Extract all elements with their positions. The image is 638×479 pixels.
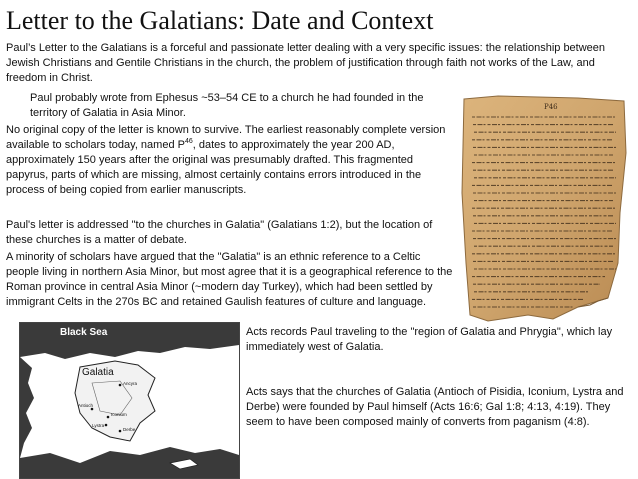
intro-paragraph: Paul’s Letter to the Galatians is a forceful and passionate letter dealing with a very specific issues: the relationship between Jewish Christians and Gentile Christians in the church, the problem of justification through faith not works of the Law, and freedom in Christ. — [6, 42, 606, 84]
page-title: Letter to the Galatians: Date and Context — [6, 6, 434, 35]
town-label-derbe: Derbe — [123, 427, 136, 432]
manuscript-text-after: , dates to approximately the year 200 AD, approximately 150 years after the original was presumably drafted. This fragmented papyrus, parts of which are missing, almost certainly contains errors introduced in the process of being copied from earlier manuscripts. — [6, 139, 422, 196]
galatia-map — [19, 322, 240, 479]
papyrus-heading: P46 — [544, 103, 558, 111]
manuscript-text-before: No original copy of the letter is known to survive. The earliest reasonably complete version available to scholars today, named P — [6, 124, 446, 151]
ephesus-paragraph: Paul probably wrote from Ephesus ~53–54 CE to a church he had founded in the territory of Galatia in Asia Minor. — [30, 92, 424, 119]
manuscript-superscript: 46 — [184, 138, 193, 145]
town-label-ancyra: Ancyra — [123, 381, 138, 386]
minority-paragraph: A minority of scholars have argued that the "Galatia" is an ethnic reference to a Celtic people living in northern Asia Minor, but most agree that it is a geographical reference to the Roman province in central Asia Minor (~modern day Turkey), which had been settled by immigrant Celts in the 270s BC and retained Gaulish features of culture and language. — [6, 251, 453, 308]
town-label-iconium: Iconium — [111, 412, 127, 417]
black-sea-label: Black Sea — [60, 327, 108, 338]
papyrus-image — [458, 93, 631, 324]
acts-region-paragraph: Acts records Paul traveling to the "region of Galatia and Phrygia", which lay immediately west of Galatia. — [246, 326, 613, 353]
acts-churches-paragraph: Acts says that the churches of Galatia (Antioch of Pisidia, Iconium, Lystra and Derbe) were founded by Paul himself (Acts 16:6; Gal 1:8; 4:13, 4:19). They seem to have been composed mainly of converts from paganism (4:8). — [246, 386, 624, 428]
addressed-paragraph: Paul's letter is addressed "to the churches in Galatia" (Galatians 1:2), but the location of these churches is a matter of debate. — [6, 219, 433, 246]
town-label-antioch: Antioch — [78, 403, 94, 408]
manuscript-paragraph — [6, 123, 456, 198]
town-label-lystra: Lystra — [92, 423, 105, 428]
galatia-label: Galatia — [82, 367, 114, 378]
